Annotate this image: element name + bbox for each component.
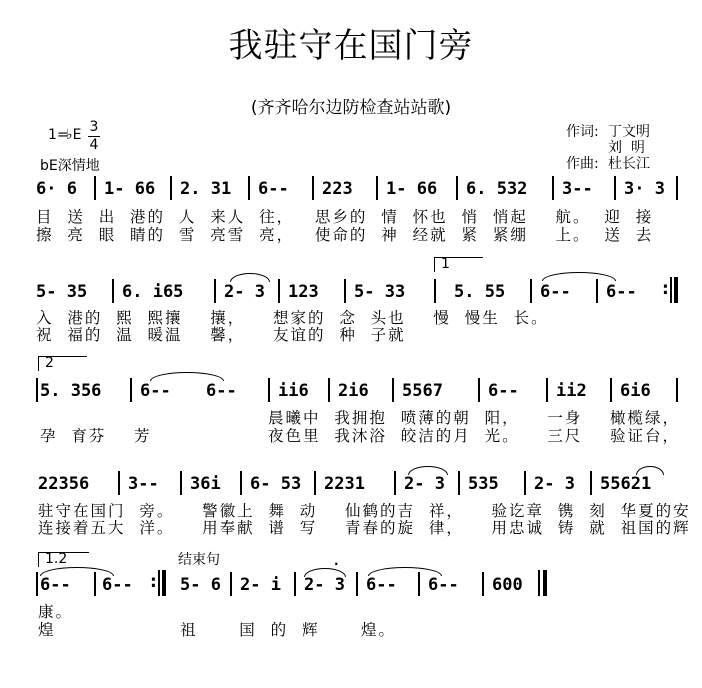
measure: 600 [492,575,523,595]
lyric-line: 祝 福的 温 暖温 馨， 友谊的 种 子就 [36,326,406,344]
measure: 1- 66 [386,179,438,199]
measure: 5- 6 [180,575,221,595]
measure: 5- 35 [36,282,88,302]
measure: 5. 55 [454,282,506,302]
measure: 6- 53 [250,474,302,494]
lyric-line: 煌 祖 国 的 辉 煌。 [38,621,397,639]
measure: 2231 [324,474,365,494]
expression-mark: bE深情地 [40,158,100,174]
measure: 6-- [488,381,519,401]
measure: 6. 532 [466,179,528,199]
measure: 3· 3 [624,179,665,199]
volta-bracket: 1 [434,257,483,272]
measure: 535 [468,474,499,494]
measure: 3-- [562,179,593,199]
measure: 5- 33 [354,282,406,302]
measure: ii2 [556,381,587,401]
song-title: 我驻守在国门旁 [228,26,474,66]
measure: 6-- [40,575,71,595]
measure: 6· 6 [36,179,77,199]
measure: 2- 3 [224,282,265,302]
lyric-line: 入 港的 熙 熙攘 攘， 想家的 念 头也 慢 慢生 长。 [36,309,549,327]
measure: 2- i [240,575,281,595]
measure: 5. 356 [40,381,102,401]
measure: 6-- [540,282,571,302]
measure: 6-- [428,575,459,595]
measure: 6-- [258,179,289,199]
measure: 6-- [140,381,171,401]
measure: 2i6 [338,381,369,401]
measure: 6-- [206,381,237,401]
measure: 6-- [606,282,637,302]
lyric-line: 夜色里 我沐浴 皎洁的月 光。 三尺 验证台， [268,427,680,445]
measure: 1- 66 [104,179,156,199]
measure: 5567 [402,381,443,401]
ending-label: 结束句 [178,552,220,568]
measure: 55621 [600,474,652,494]
lyric-line: 目 送 出 港的 人 来人 往， 思乡的 情 怀也 悄 悄起 航。 迎 接 [36,208,654,226]
lyric-line: 康。 [38,603,74,621]
measure: 6-- [102,575,133,595]
lyric-line: 晨曦中 我拥抱 喷薄的朝 阳， 一身 橄榄绿， [268,409,680,427]
measure: 2- 3 [404,474,445,494]
measure: 2- 3 [304,575,345,595]
measure: 6. i65 [122,282,184,302]
volta-bracket: 2 [38,356,87,371]
lyric-line: 孕 育芬 芳 [40,427,152,445]
measure: ii6 [278,381,309,401]
lyric-line: 擦 亮 眼 睛的 雪 亮雪 亮， 使命的 神 经就 紧 紧绷 上。 送 去 [36,226,654,244]
song-subtitle: (齐齐哈尔边防检查站站歌) [250,98,452,118]
lyric-line: 连接着五大 洋。 用奉献 谱 写 青春的旋 律， 用忠诚 铸 就 祖国的辉 [38,519,691,537]
measure: 123 [288,282,319,302]
volta-bracket: 1.2 [38,552,89,567]
measure: 2- 3 [534,474,575,494]
measure: 2. 31 [180,179,232,199]
lyric-line: 驻守在国门 旁。 警徽上 舞 动 仙鹤的吉 祥， 验讫章 镌 刻 华夏的安 [38,502,691,520]
measure: 223 [322,179,353,199]
measure: 36i [190,474,221,494]
measure: 6i6 [620,381,651,401]
measure: 22356 [38,474,90,494]
measure: 6-- [366,575,397,595]
measure: 3-- [128,474,159,494]
